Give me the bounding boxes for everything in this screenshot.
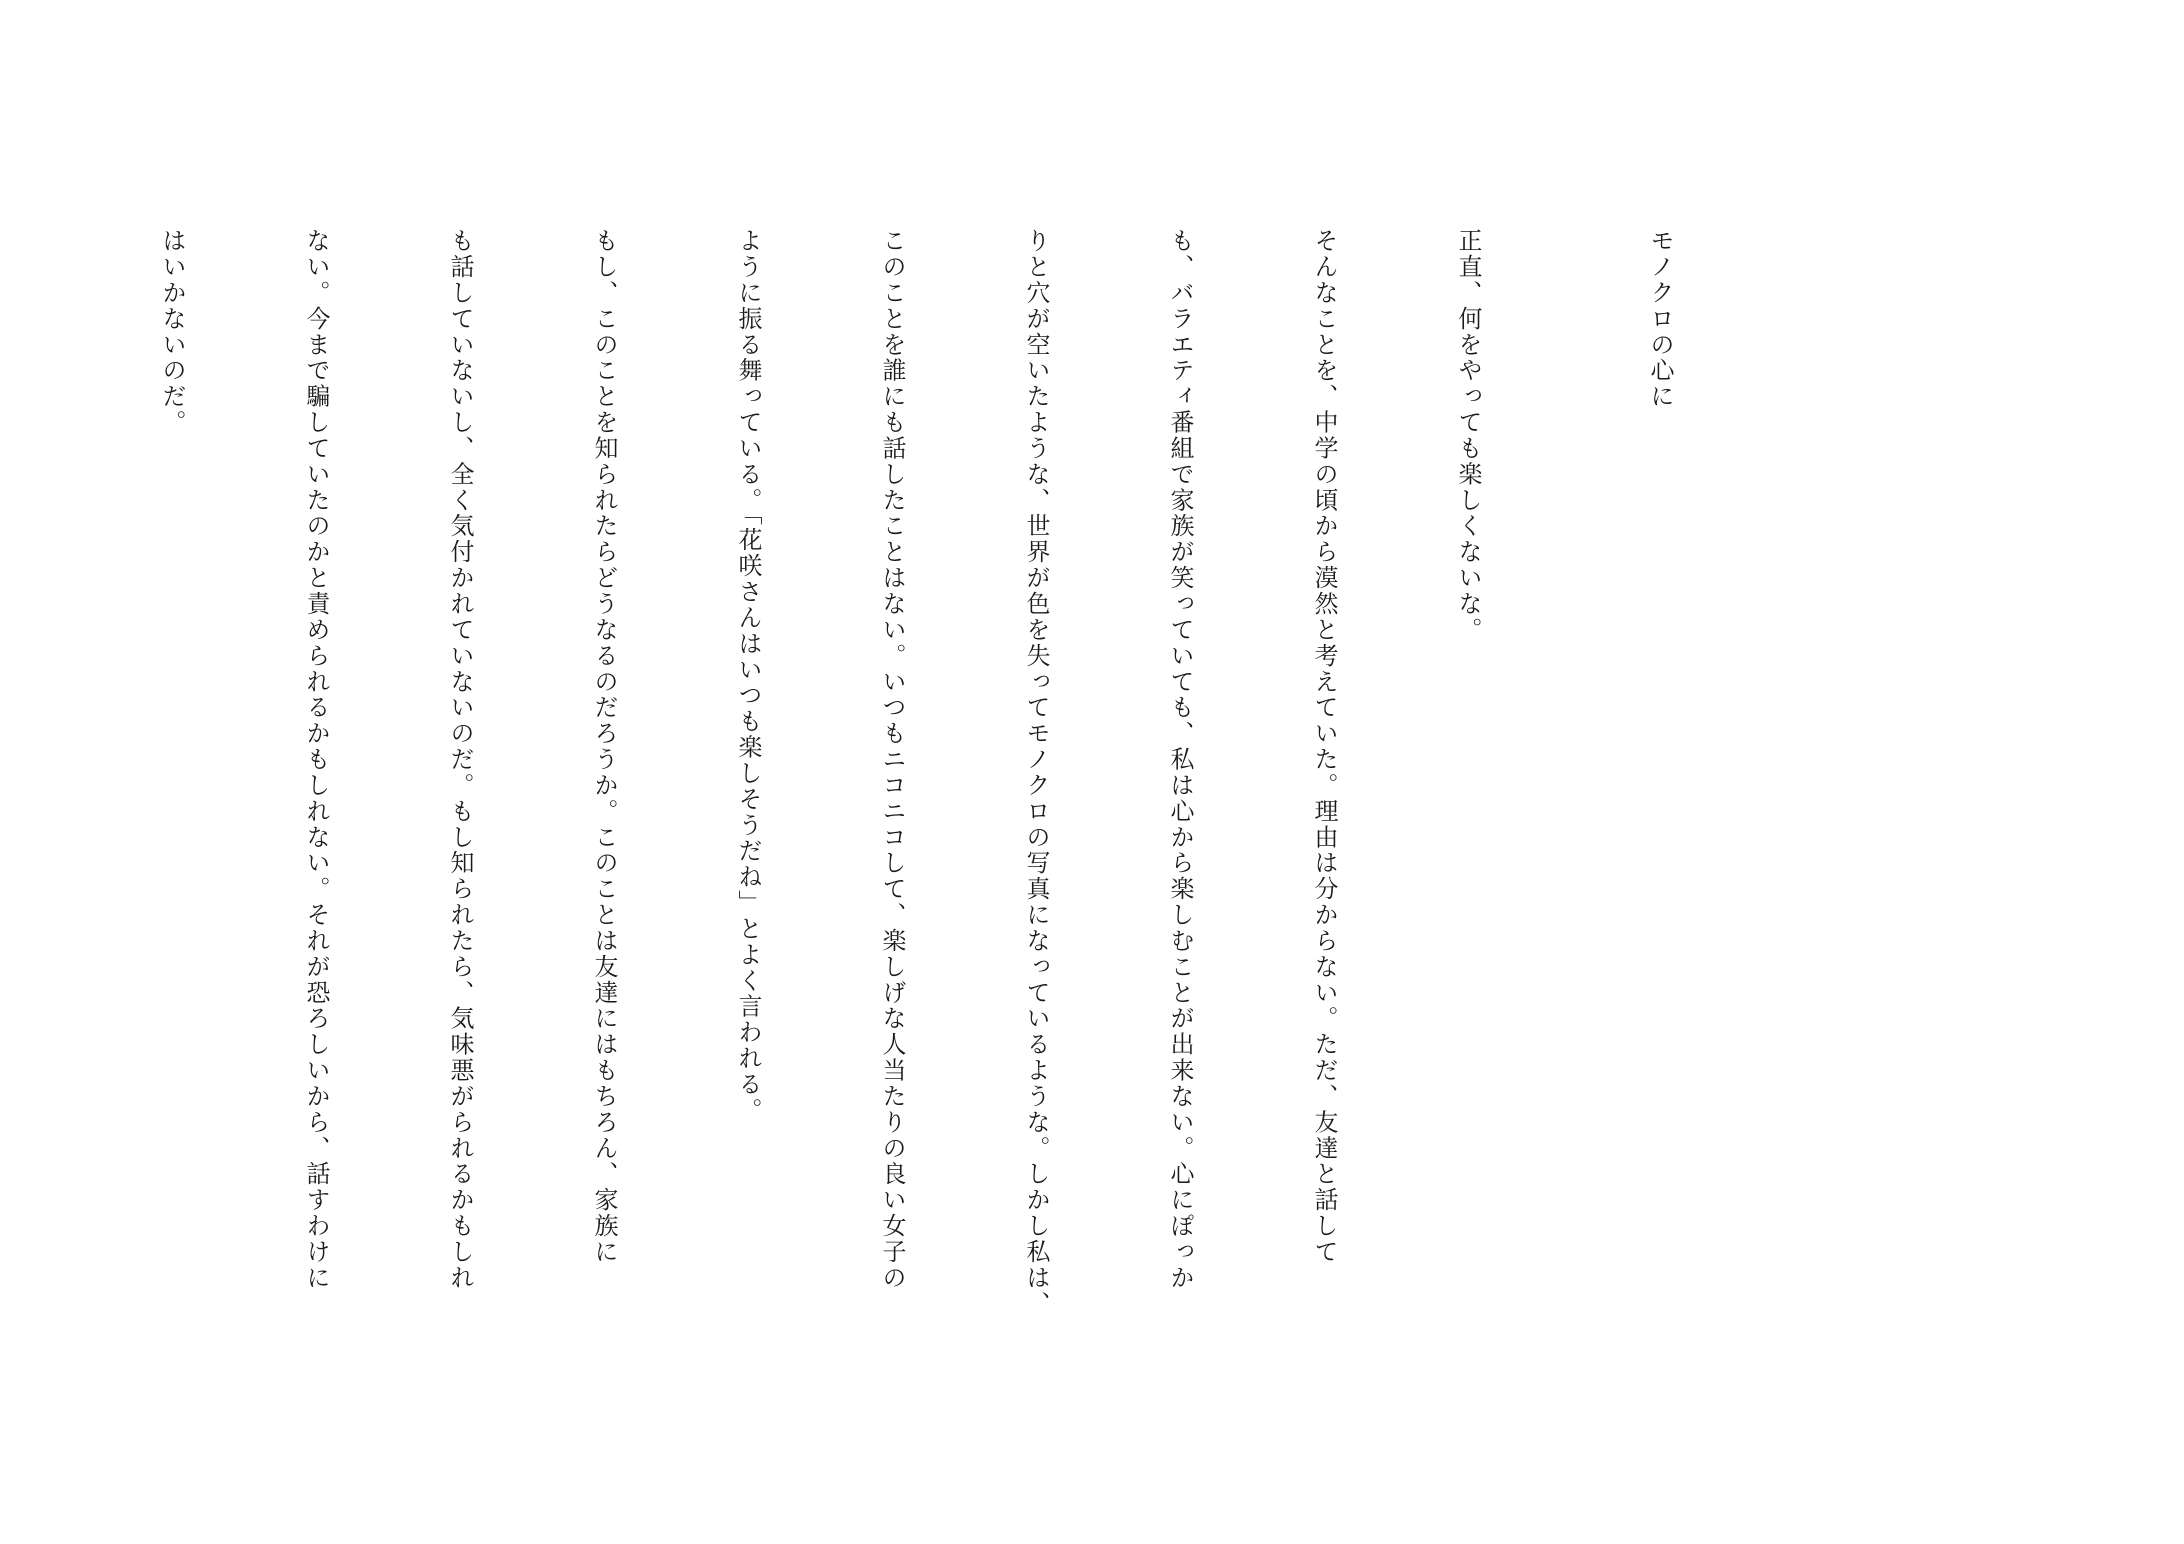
text-line: このことを誰にも話したことはない。いつもニコニコして、楽しげな人当たりの良い女子の — [878, 228, 906, 1291]
text-line: そんなことを、中学の頃から漠然と考えていた。理由は分からない。ただ、友達と話して — [1310, 228, 1338, 1265]
text-line: も、バラエティ番組で家族が笑っていても、私は心から楽しむことが出来ない。心にぽっか — [1166, 228, 1194, 1291]
story-title: モノクロの心に — [1646, 228, 1674, 410]
text-line: 正直、何をやっても楽しくないな。 — [1454, 228, 1482, 643]
text-line: もし、このことを知られたらどうなるのだろうか。このことは友達にはもちろん、家族に — [590, 228, 618, 1265]
text-line: も話していないし、全く気付かれていないのだ。もし知られたら、気味悪がられるかもしれ — [446, 228, 474, 1291]
vertical-text-block — [0, 228, 1780, 1317]
text-line: りと穴が空いたような、世界が色を失ってモノクロの写真になっているような。しかし私は、 — [1022, 228, 1050, 1317]
text-line: ない。今まで騙していたのかと責められるかもしれない。それが恐ろしいから、話すわけに — [302, 228, 330, 1291]
text-line: はいかないのだ。 — [158, 228, 186, 436]
blank-line — [4, 228, 52, 1288]
text-line: ように振る舞っている。「花咲さんはいつも楽しそうだね」とよく言われる。 — [734, 228, 762, 1124]
